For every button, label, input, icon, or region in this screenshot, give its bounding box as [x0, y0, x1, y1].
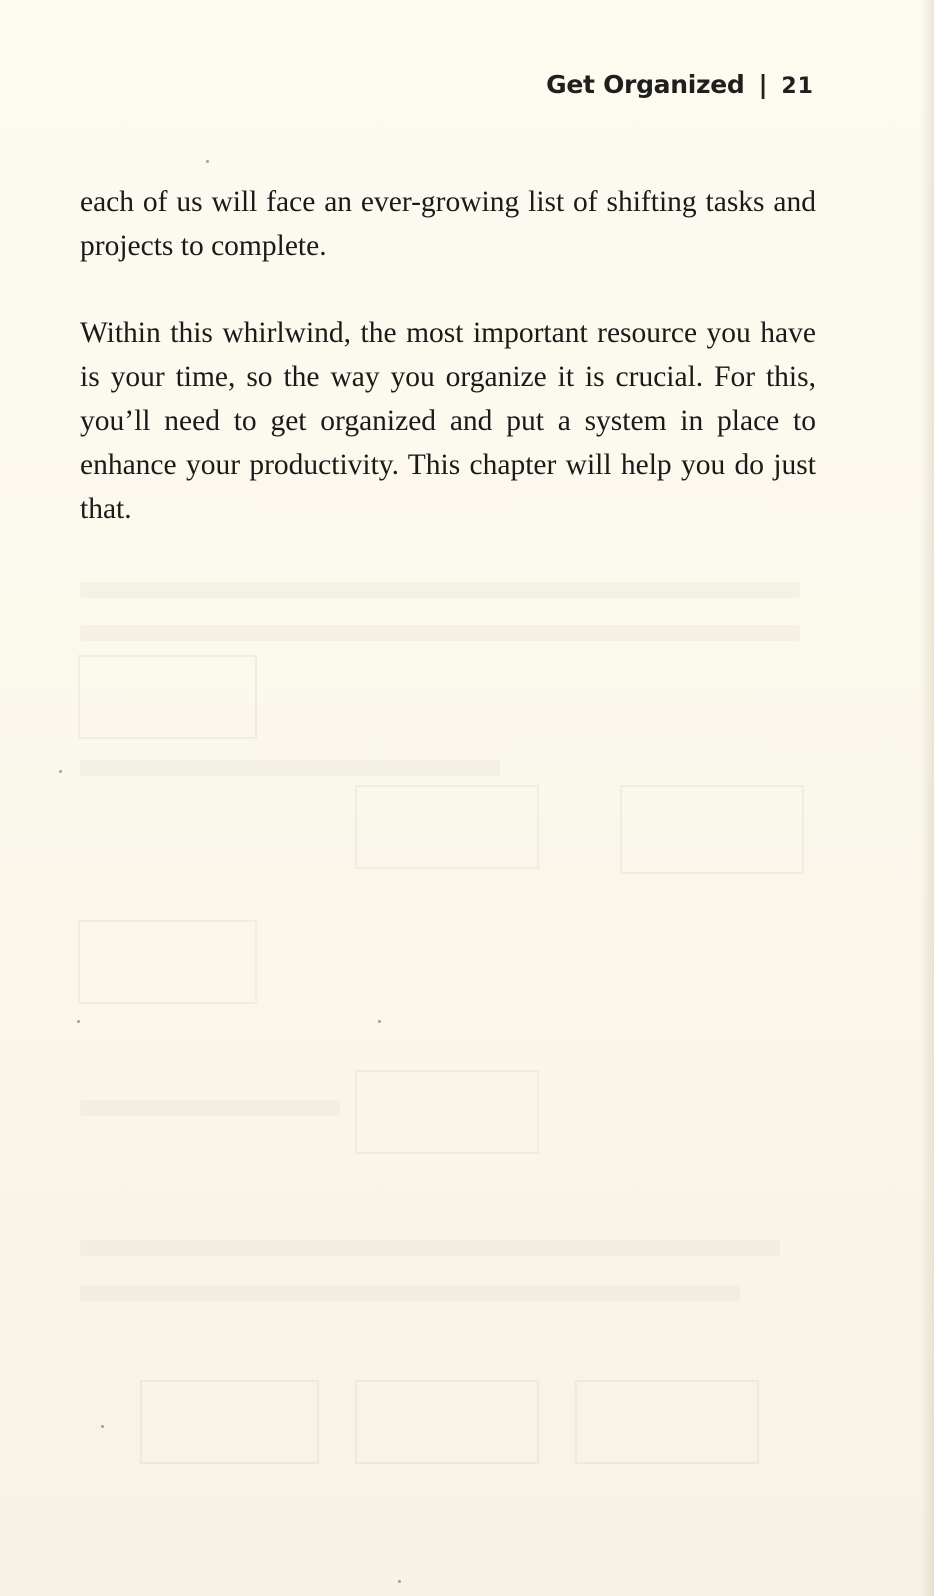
- dust-speck: [77, 1020, 80, 1023]
- show-through-box: [355, 785, 539, 869]
- show-through-box: [78, 920, 257, 1004]
- dust-speck: [59, 770, 62, 773]
- paragraph: Within this whirlwind, the most important resource you have is your time, so the way you organize it is crucial. For this, you’ll need to get organized and put a system in place to enhance your productivity. This chapter will help you do just that.: [80, 317, 816, 525]
- show-through-box: [140, 1380, 319, 1464]
- body-text: [80, 180, 816, 574]
- show-through-line: [80, 1100, 340, 1116]
- show-through-line: [80, 760, 500, 776]
- dust-speck: [206, 160, 209, 163]
- dust-speck: [378, 1020, 381, 1023]
- dust-speck: [101, 1425, 104, 1428]
- show-through-line: [80, 582, 800, 598]
- show-through-box: [355, 1380, 539, 1464]
- page-edge-shadow: [920, 0, 934, 1596]
- show-through-box: [620, 785, 804, 874]
- show-through-box: [575, 1380, 759, 1464]
- show-through-box: [355, 1070, 539, 1154]
- paragraph: each of us will face an ever-growing list of shifting tasks and projects to complete.: [80, 186, 816, 262]
- show-through-line: [80, 1240, 780, 1256]
- show-through-line: [80, 625, 800, 641]
- chapter-title: Get Organized: [546, 70, 745, 99]
- show-through-line: [80, 1285, 740, 1301]
- page-number: 21: [781, 74, 814, 99]
- show-through-box: [78, 655, 257, 739]
- header-separator: |: [758, 70, 768, 99]
- running-header: [546, 70, 814, 99]
- dust-speck: [398, 1580, 401, 1583]
